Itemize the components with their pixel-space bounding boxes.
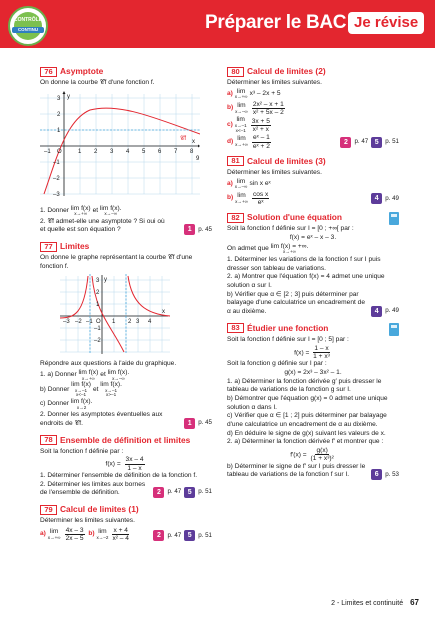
function-definition: f(x) = eˣ – x – 3. — [289, 234, 337, 242]
page-reference[interactable]: p. 47 — [354, 138, 369, 146]
limit-sub: x→–∞ — [104, 211, 118, 217]
exercise-number: 79 — [40, 505, 57, 515]
fraction — [252, 101, 285, 117]
numerator: 3x + 5 — [251, 117, 270, 125]
limit-expr: lim f(x) — [78, 369, 99, 376]
fraction — [252, 191, 269, 207]
exercise-title: Étudier une fonction — [247, 322, 329, 333]
limit-op: lim — [236, 116, 245, 124]
exercise-title: Solution d'une équation — [247, 212, 343, 223]
exercise-77 — [40, 241, 212, 428]
exercise-76 — [40, 66, 212, 235]
exercise-number: 78 — [40, 435, 57, 445]
function-lhs: f(x) = — [294, 349, 310, 357]
limit-sub: x→–2 — [96, 534, 109, 540]
header-bar — [0, 0, 435, 48]
limit-sub: x→–1 — [105, 387, 118, 393]
question-intro: Répondre aux questions à l'aide du graphique. — [40, 360, 177, 368]
limit-sub: x→2 — [76, 404, 87, 410]
exercise-title: Limites — [60, 241, 90, 252]
limit-sub: x<–1 — [76, 392, 87, 398]
exercise-80 — [227, 66, 399, 150]
calculator-icon — [389, 323, 399, 336]
exercise-references — [371, 469, 399, 480]
question-1-label: 1. Donner — [40, 206, 69, 214]
question-2a: 2. a) Déterminer la fonction dérivée f′ et montrer que : — [227, 438, 384, 446]
logo-text-top: CONTRÔLE — [13, 17, 43, 23]
fraction — [125, 456, 145, 472]
expression: sin x eˣ — [249, 179, 271, 187]
page-reference[interactable]: p. 45 — [198, 418, 212, 426]
limit-expr: lim f(x). — [99, 204, 122, 212]
x-tick: 2 — [128, 318, 132, 325]
y-tick: –1 — [94, 325, 101, 332]
calculator-icon — [389, 212, 399, 225]
limit — [79, 370, 99, 381]
page-reference[interactable]: p. 53 — [385, 470, 399, 478]
exercise-number: 82 — [227, 213, 244, 223]
y-tick: 1 — [96, 301, 100, 308]
denominator: x² – 4 — [112, 535, 129, 543]
denominator: (1 + x³)² — [310, 455, 334, 463]
exercise-83 — [227, 323, 399, 480]
x-tick: 4 — [148, 318, 152, 325]
exercise-badge-icon[interactable]: 5 — [184, 530, 195, 541]
x-tick: 8 — [190, 148, 194, 155]
numerator: 3x – 4 — [125, 456, 144, 464]
limit-op: lim — [237, 102, 246, 110]
chapter-label: 2 - Limites et continuité — [331, 600, 404, 607]
exercise-references — [371, 306, 399, 317]
limit-op: lim — [98, 527, 107, 535]
item-label: a) — [40, 530, 46, 538]
limit-op: lim — [236, 177, 246, 185]
exercise-79 — [40, 504, 212, 542]
exercise-intro: Déterminer les limites suivantes. — [40, 517, 135, 525]
item-label: b) — [88, 530, 95, 538]
numerator: 4x – 3 — [65, 526, 84, 534]
limit-op: lim — [49, 527, 59, 535]
y-tick: 2 — [96, 289, 100, 296]
x-tick: 3 — [136, 318, 140, 325]
y-tick: –2 — [53, 175, 60, 182]
fraction — [251, 118, 271, 134]
x-tick: 9 — [196, 155, 200, 162]
question-1a-label: 1. a) Donner — [40, 371, 77, 379]
derivative-definition — [227, 447, 399, 463]
exercise-references — [153, 530, 212, 541]
method-badge-icon[interactable]: 2 — [153, 487, 164, 498]
question-2b: b) Déterminer le signe de f′ sur I puis dresser le tableau de variations de la fonction f sur I. — [227, 462, 366, 479]
limits-graph — [60, 274, 170, 354]
question-1: 1. Déterminer l'ensemble de définition de la fonction f. — [40, 471, 198, 479]
numerator: g(x) — [316, 447, 328, 455]
x-tick: 1 — [78, 148, 82, 155]
x-tick: 7 — [174, 148, 178, 155]
item-label: b) — [227, 194, 234, 202]
fraction — [313, 345, 330, 361]
numerator: cos x — [252, 190, 269, 198]
limit-sub: x→–∞ — [235, 108, 248, 114]
exercise-title: Calcul de limites (2) — [247, 66, 326, 76]
limit — [71, 382, 91, 398]
limit — [235, 179, 248, 190]
y-axis-label: y — [104, 276, 107, 283]
limit — [48, 529, 61, 540]
limit — [235, 136, 248, 147]
page-reference[interactable]: p. 49 — [385, 307, 399, 315]
numerator: eˣ – 1 — [252, 134, 270, 142]
exercise-badge-icon[interactable]: 5 — [184, 487, 195, 498]
exercise-references — [371, 193, 399, 204]
page-title: Préparer le BAC — [205, 12, 347, 33]
limit-op: lim — [236, 87, 246, 95]
page-reference[interactable]: p. 47 — [167, 531, 182, 539]
limit-expr: lim f(x) = +∞. — [270, 242, 309, 250]
x-tick: –2 — [75, 318, 82, 325]
exercise-number: 83 — [227, 323, 244, 333]
exercise-intro: On donne le graphe représentant la courbe 𝒞f d'une fonction f. — [40, 254, 193, 270]
numerator: 1 – x — [314, 344, 329, 352]
question-1c-label: c) Donner — [40, 400, 69, 408]
exercise-references — [153, 487, 212, 498]
x-tick: 6 — [158, 148, 162, 155]
x-tick: 4 — [126, 148, 130, 155]
question-2a: 2. a) Montrer que l'équation f(x) = 4 admet une unique solution α sur I. — [227, 273, 385, 290]
left-column — [40, 66, 212, 548]
conjunction: et — [92, 206, 99, 214]
denominator: eˣ — [257, 199, 264, 206]
g-definition: g(x) = 2x³ – 3x² – 1. — [284, 368, 342, 376]
limit-sub: x→+∞ — [283, 249, 296, 255]
function-definition — [227, 345, 399, 361]
page-reference[interactable]: p. 51 — [198, 488, 212, 496]
exercise-intro: Déterminer les limites suivantes. — [227, 79, 322, 87]
question-2: 2. Déterminer les limites aux bornes de l'ensemble de définition. — [40, 480, 146, 497]
limit — [100, 382, 122, 398]
limit — [235, 89, 248, 100]
exercise-intro: Soit la fonction f définie sur I = [0 ; +∞[ par : — [227, 225, 354, 233]
page-reference[interactable]: p. 51 — [198, 531, 212, 539]
expression: x³ – 2x + 5 — [249, 90, 281, 98]
limit-expr: lim f(x) — [70, 204, 91, 212]
limit-sub: x<–1 — [235, 127, 246, 133]
je-revise-tag: Je révise — [348, 12, 424, 34]
limit — [235, 117, 247, 133]
limit-sub: x→–∞ — [234, 184, 248, 190]
y-tick: 1 — [57, 127, 61, 134]
function-definition — [40, 456, 212, 472]
limit-sub: x→+∞ — [74, 211, 88, 217]
asymptote-graph — [40, 90, 200, 198]
exercise-intro: Soit la fonction f définie sur I = [0 ; 5] par : — [227, 335, 349, 343]
exercise-title: Calcul de limites (3) — [247, 155, 326, 166]
numerator: 2x² – x + 1 — [252, 100, 284, 108]
function-lhs: f(x) = — [105, 460, 121, 468]
exercise-badge-icon[interactable]: 6 — [371, 469, 382, 480]
exercise-81 — [227, 156, 399, 206]
method-badge-icon[interactable]: 2 — [153, 530, 164, 541]
question-2: 2. 𝒞f admet-elle une asymptote ? Si oui où et quelle est son équation ? — [40, 217, 165, 234]
item-label: d) — [227, 137, 234, 145]
exercise-references — [184, 418, 212, 429]
denominator: x² + x — [252, 125, 269, 133]
curve-label: 𝒞f — [180, 135, 187, 142]
limit-sub: x>–1 — [106, 392, 117, 398]
limit-sub: x→+∞ — [81, 375, 95, 381]
x-tick: O — [96, 318, 101, 325]
limit — [108, 370, 130, 381]
limit-sub: x→–∞ — [112, 375, 125, 381]
limit-expr: lim f(x). — [70, 397, 93, 405]
denominator: eˣ + 2 — [252, 142, 270, 150]
exercise-references — [184, 224, 212, 235]
item-label: a) — [227, 90, 233, 98]
exercise-number: 80 — [227, 67, 244, 77]
y-tick: –1 — [53, 159, 60, 166]
exercise-badge-icon[interactable]: 4 — [371, 306, 382, 317]
conjunction: et — [100, 371, 106, 379]
limit-sub: x→+∞ — [234, 94, 248, 100]
y-tick: 2 — [57, 111, 61, 118]
denominator: 1 + x³ — [313, 352, 330, 360]
x-tick: –1 — [86, 318, 93, 325]
y-tick: –2 — [94, 337, 101, 344]
page-reference[interactable]: p. 45 — [198, 225, 212, 233]
x-tick: –1 — [44, 148, 51, 155]
fraction — [252, 134, 271, 150]
limit — [96, 529, 108, 540]
admit-text: On admet que — [227, 244, 269, 252]
question-1d: d) En déduire le signe de g(x) suivant les valeurs de x. — [227, 429, 386, 437]
exercise-title: Ensemble de définition et limites — [60, 434, 191, 445]
x-tick: –3 — [63, 318, 70, 325]
conjunction: et — [92, 385, 99, 393]
method-badge-icon[interactable]: 1 — [184, 418, 195, 429]
denominator: 1 – x — [127, 464, 142, 472]
y-tick: 3 — [96, 277, 100, 284]
page-reference[interactable]: p. 47 — [167, 488, 182, 496]
limit-expr: lim f(x). — [107, 369, 130, 376]
item-label: a) — [227, 179, 233, 187]
question-2: 2. Donner les asymptotes éventuelles aux endroits de 𝒞f. — [40, 411, 163, 427]
limit — [271, 244, 309, 255]
limit-sub: x→–1 — [75, 387, 88, 393]
exercise-78 — [40, 435, 212, 498]
x-axis-label: x — [162, 308, 165, 315]
fraction — [112, 527, 129, 543]
g-intro: Soit la fonction g définie sur I par : — [227, 360, 327, 368]
fraction — [311, 447, 334, 463]
derivative-lhs: f′(x) = — [290, 451, 307, 459]
controle-continu-logo — [8, 6, 48, 46]
exercise-82 — [227, 212, 399, 317]
limit — [71, 399, 93, 410]
limit-sub: x→+∞ — [235, 198, 248, 204]
y-tick: 3 — [57, 95, 61, 102]
question-1b-label: b) Donner — [40, 385, 70, 393]
x-tick: 5 — [142, 148, 146, 155]
exercise-number: 81 — [227, 156, 244, 166]
method-badge-icon[interactable]: 2 — [340, 137, 351, 148]
y-axis-label: y — [67, 93, 70, 100]
limit — [100, 206, 122, 217]
denominator: x² + 5x – 2 — [252, 109, 284, 117]
denominator: 2x – 5 — [65, 535, 84, 543]
exercise-badge-icon[interactable]: 4 — [371, 193, 382, 204]
numerator: x + 4 — [113, 526, 128, 534]
exercise-intro: Soit la fonction f définie par : — [40, 447, 124, 455]
page-reference[interactable]: p. 49 — [385, 194, 399, 202]
limit-sub: x→+∞ — [235, 142, 248, 148]
exercise-title: Calcul de limites (1) — [60, 503, 139, 514]
limit-sub: x→–1 — [234, 123, 247, 129]
limit-expr: lim f(x). — [100, 381, 122, 389]
item-label: b) — [227, 104, 234, 112]
logo-text-bottom: CONTINU — [12, 27, 44, 33]
fraction — [65, 527, 85, 543]
limit — [71, 206, 91, 217]
x-tick: 2 — [94, 148, 98, 155]
page-reference[interactable]: p. 51 — [385, 138, 399, 146]
question-1: 1. Déterminer les variations de la fonction f sur I puis dresser son tableau de variations. — [227, 255, 381, 272]
question-1a: 1. a) Déterminer la fonction dérivée g′ puis dresser le tableau de variations de la fonction g sur I. — [227, 377, 382, 394]
limit — [235, 103, 248, 114]
limit — [235, 193, 248, 204]
right-column — [227, 66, 399, 486]
exercise-number: 76 — [40, 67, 57, 77]
limit-op: lim — [237, 191, 246, 199]
question-2b: b) Vérifier que α ∈ [2 ; 3] puis déterminer par balayage d'une calculatrice un encadrement de α au dixième. — [227, 290, 365, 316]
limit-op: lim — [237, 135, 246, 143]
x-tick: 1 — [112, 318, 116, 325]
x-axis-label: x — [192, 138, 195, 145]
limit-expr: lim f(x) — [71, 381, 91, 389]
method-badge-icon[interactable]: 1 — [184, 224, 195, 235]
x-tick: 3 — [110, 148, 114, 155]
exercise-number: 77 — [40, 242, 57, 252]
question-1b: b) Démontrer que l'équation g(x) = 0 admet une unique solution α dans I. — [227, 394, 388, 411]
exercise-references — [340, 137, 399, 148]
question-1c: c) Vérifier que α ∈ [1 ; 2] puis déterminer par balayage d'une calculatrice un encadrement de α au dixième. — [227, 412, 387, 429]
exercise-intro: Déterminer les limites suivantes. — [227, 168, 322, 176]
x-tick: O — [57, 148, 62, 155]
page-footer — [331, 598, 419, 609]
item-label: c) — [227, 121, 233, 129]
exercise-badge-icon[interactable]: 5 — [371, 137, 382, 148]
exercise-intro: On donne la courbe 𝒞f d'une fonction f. — [40, 79, 155, 87]
exercise-title: Asymptote — [60, 66, 104, 76]
page-number: 67 — [410, 598, 419, 607]
y-tick: –3 — [53, 191, 60, 198]
limit-sub: x→+∞ — [47, 534, 61, 540]
